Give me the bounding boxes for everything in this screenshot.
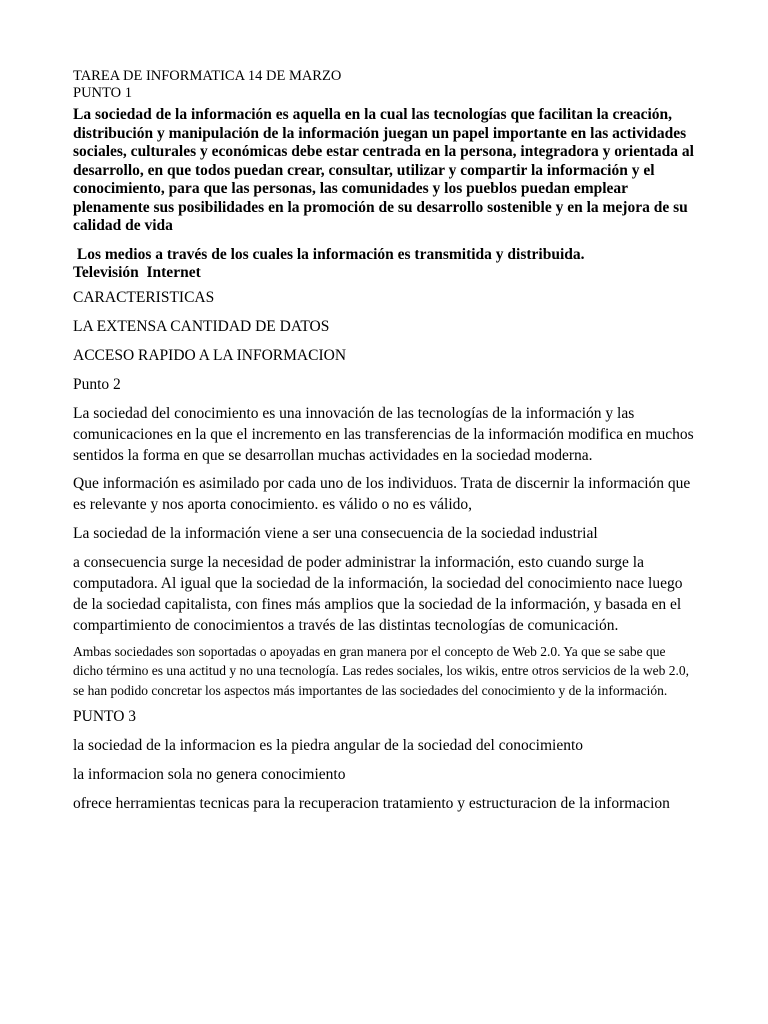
caracteristica-item-1: LA EXTENSA CANTIDAD DE DATOS (73, 317, 330, 335)
paragraph-asimilado: Que información es asimilado por cada uno de los individuos. Trata de discernir la información que es relevante y nos aporta conocimiento. es válido o no es válido, (73, 474, 691, 513)
paragraph-no-genera-conocimiento: la informacion sola no genera conocimiento (73, 766, 346, 783)
section-heading-punto-2: Punto 2 (73, 375, 121, 393)
paragraph-consecuencia: a consecuencia surge la necesidad de poder administrar la información, esto cuando surge la computadora. Al igual que la sociedad de la información, la sociedad del conocimiento nace luego de la sociedad capitalista, con fines más amplios que la sociedad de la información, y basada en el compartimiento de conocimientos a través de las distintas tecnologías de comunicación. (73, 553, 683, 634)
document-title: TAREA DE INFORMATICA 14 DE MARZO (73, 68, 342, 84)
paragraph-sociedad-conocimiento: La sociedad del conocimiento es una innovación de las tecnologías de la información y las comunicaciones en la que el incremento en las transferencias de la información modifica en muchos sentidos la forma en que se desarrollan muchas actividades en la sociedad moderna. (73, 404, 694, 464)
paragraph-herramientas-tecnicas: ofrece herramientas tecnicas para la recuperacion tratamiento y estructuracion de la informacion (73, 795, 670, 812)
section-heading-punto-1: PUNTO 1 (73, 85, 132, 101)
paragraph-web-2-0: Ambas sociedades son soportadas o apoyadas en gran manera por el concepto de Web 2.0. Ya que se sabe que dicho término es una actitud y no una tecnología. Las redes sociales, los wikis, entre otros servicios de la web 2.0, se han podido concretar los aspectos más importantes de las sociedades del conocimiento y de la información. (73, 643, 689, 698)
paragraph-sociedad-informacion: La sociedad de la información es aquella en la cual las tecnologías que facilitan la creación, distribución y manipulación de la información juegan un papel importante en las actividades sociales, culturales y económicas debe estar centrada en la persona, integradora y orientada al desarrollo, en que todos puedan crear, consultar, utilizar y compartir la información y el conocimiento, para que las personas, las comunidades y los pueblos puedan emplear plenamente sus posibilidades en la promoción de su desarrollo sostenible y en la mejora de su calidad de vida (73, 106, 694, 234)
paragraph-industrial: La sociedad de la información viene a ser una consecuencia de la sociedad industrial (73, 524, 598, 542)
paragraph-piedra-angular: la sociedad de la informacion es la piedra angular de la sociedad del conocimiento (73, 737, 584, 754)
document-body (73, 68, 695, 814)
paragraph-medios-line-2: Televisión Internet (73, 264, 201, 281)
section-heading-punto-3: PUNTO 3 (73, 708, 137, 725)
paragraph-medios-line-1: Los medios a través de los cuales la información es transmitida y distribuida. (73, 245, 585, 263)
caracteristica-item-2: ACCESO RAPIDO A LA INFORMACION (73, 346, 347, 364)
caracteristicas-heading: CARACTERISTICAS (73, 288, 215, 306)
